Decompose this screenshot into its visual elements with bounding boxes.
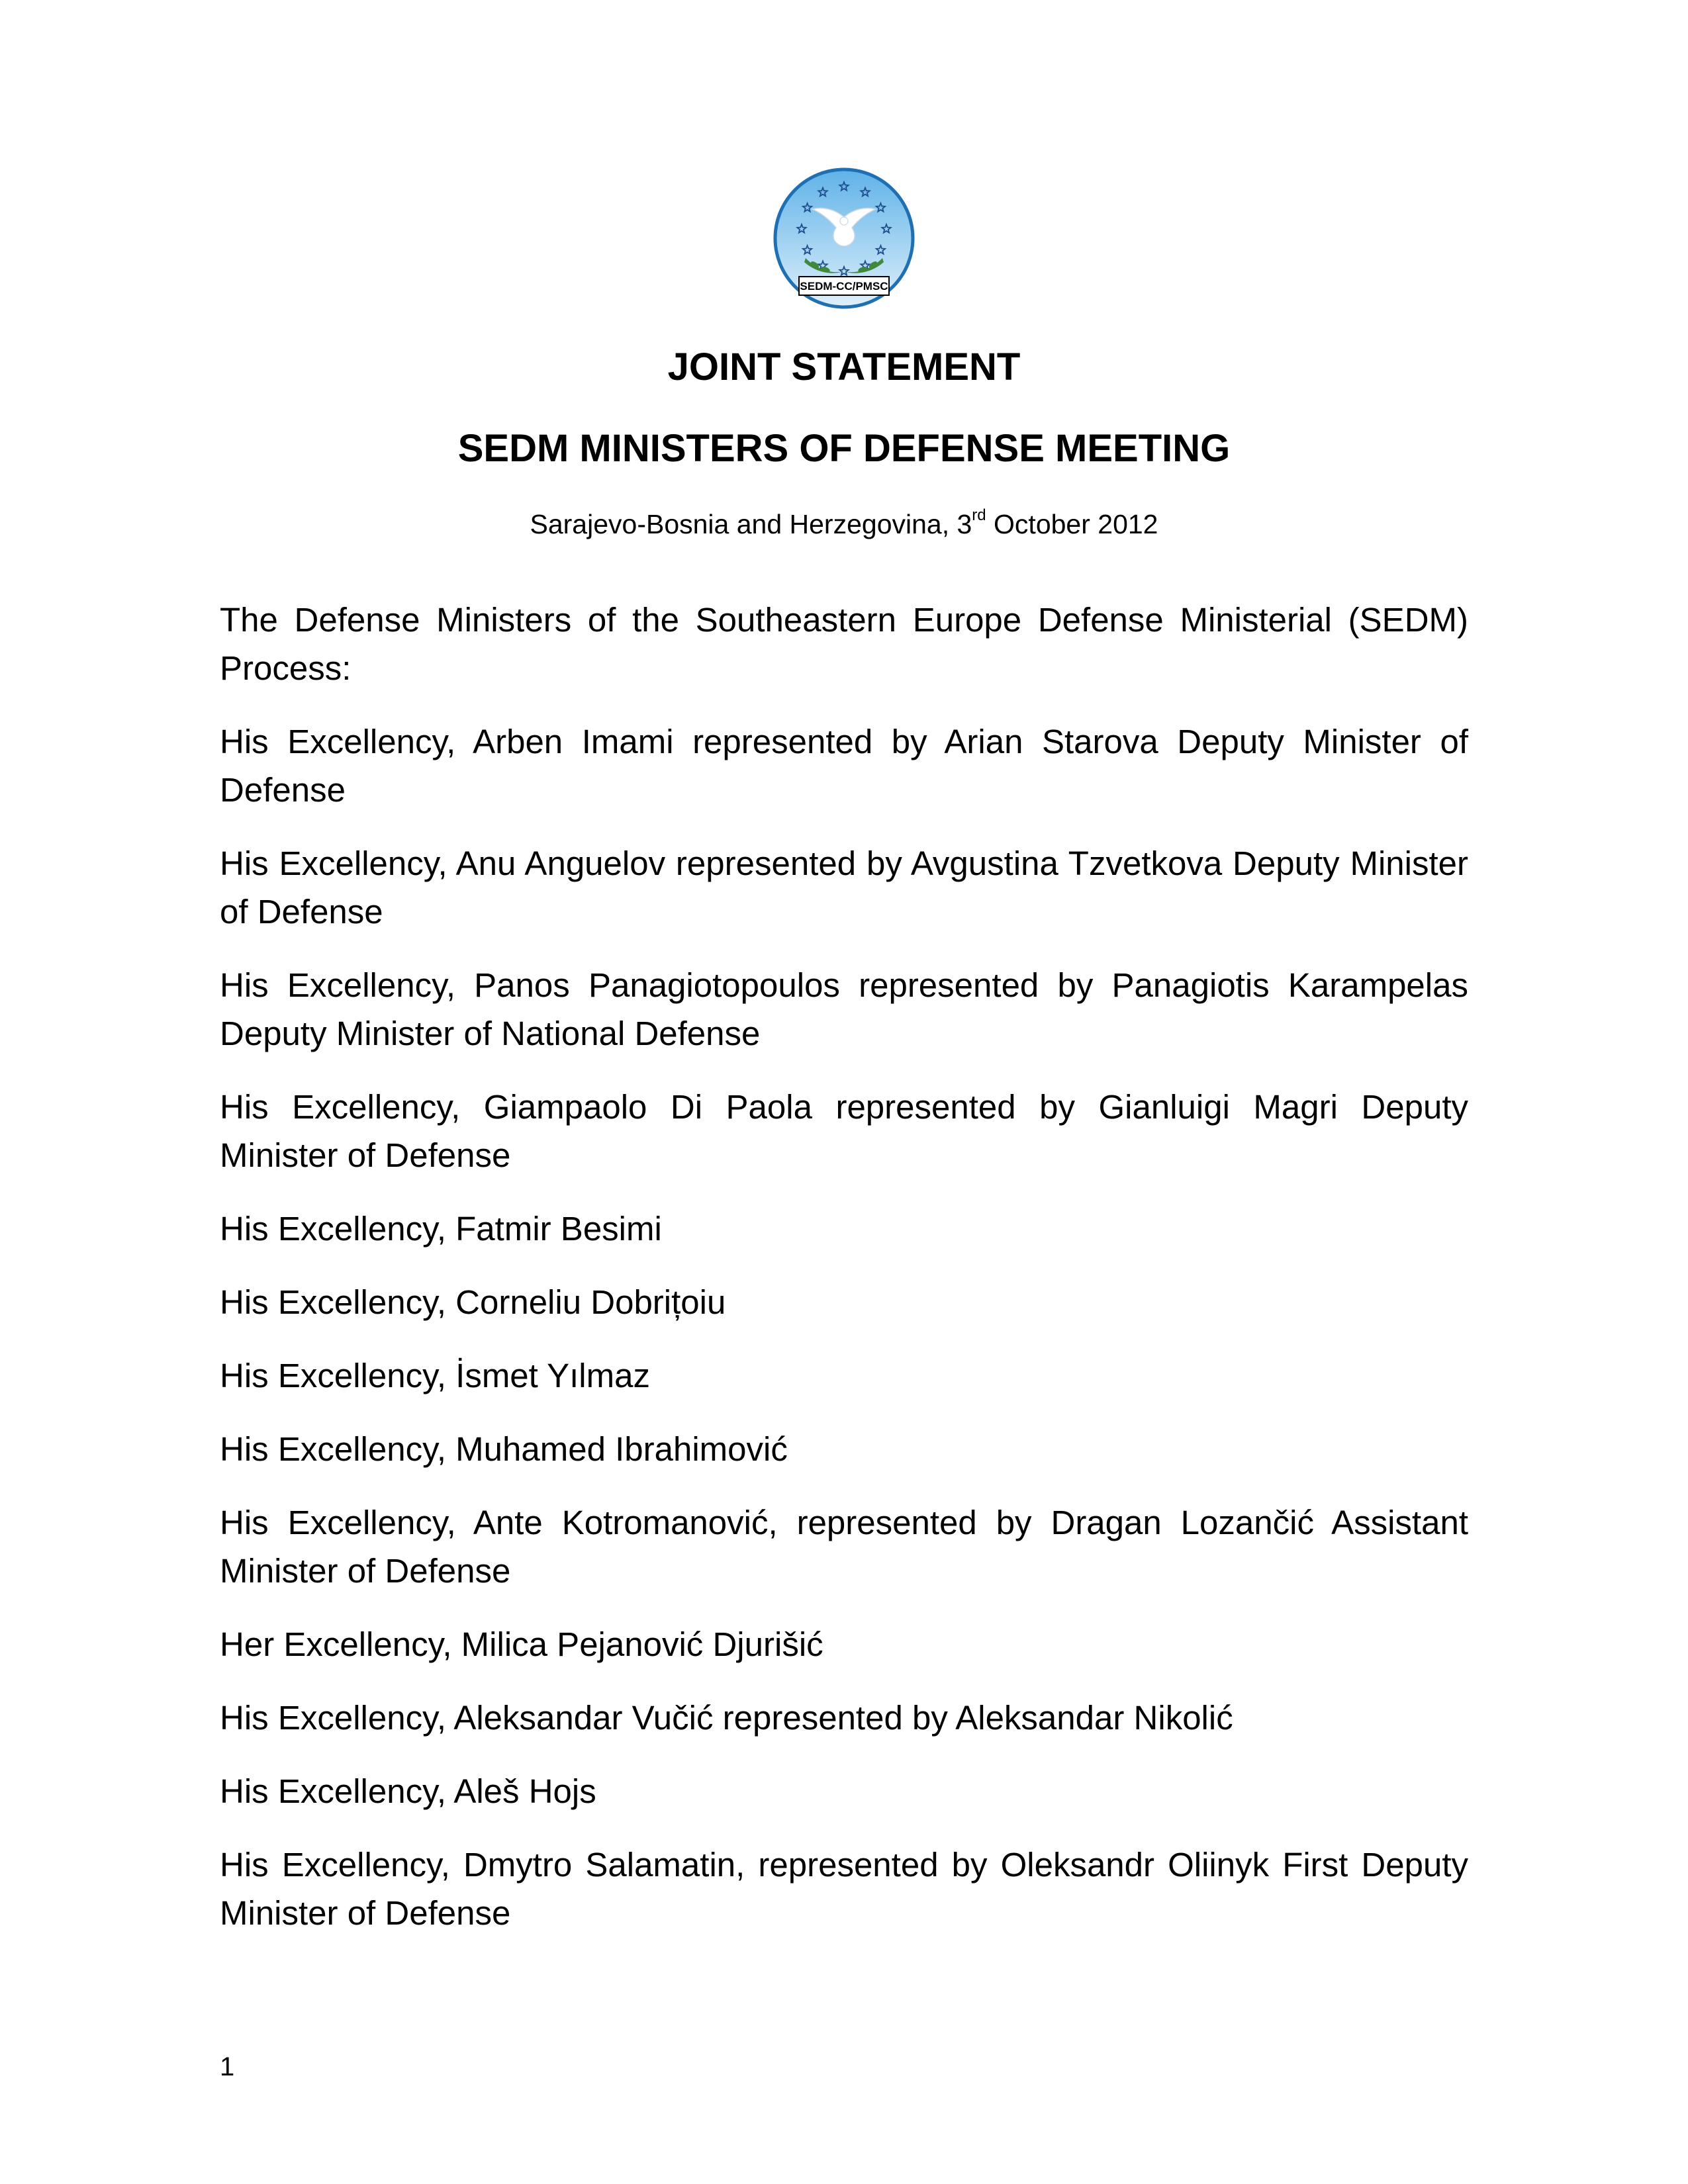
body-text bbox=[220, 596, 1468, 1962]
location-date-line bbox=[0, 506, 1688, 543]
logo-label: SEDM-CC/PMSC bbox=[800, 280, 888, 293]
location-suffix: October 2012 bbox=[986, 509, 1158, 539]
attendee-paragraph: His Excellency, Arben Imami represented by Arian Starova Deputy Minister of Defense bbox=[220, 723, 1468, 809]
attendee-paragraph: His Excellency, Anu Anguelov represented by Avgustina Tzvetkova Deputy Minister of Defense bbox=[220, 844, 1468, 931]
attendee-paragraph: Her Excellency, Milica Pejanović Djurišić bbox=[220, 1625, 823, 1663]
attendee-paragraph: His Excellency, Corneliu Dobrițoiu bbox=[220, 1283, 726, 1321]
attendee-paragraph: His Excellency, Muhamed Ibrahimović bbox=[220, 1430, 788, 1468]
attendee-paragraph: His Excellency, Aleš Hojs bbox=[220, 1772, 596, 1810]
location-prefix: Sarajevo-Bosnia and Herzegovina, 3 bbox=[530, 509, 972, 539]
page-number: 1 bbox=[220, 2052, 235, 2081]
attendee-paragraph: His Excellency, Ante Kotromanović, represented by Dragan Lozančić Assistant Minister of Defense bbox=[220, 1504, 1468, 1590]
ordinal-suffix: rd bbox=[972, 506, 986, 524]
attendee-paragraph: His Excellency, Dmytro Salamatin, represented by Oleksandr Oliinyk First Deputy Minister of Defense bbox=[220, 1846, 1468, 1932]
page-title: JOINT STATEMENT bbox=[667, 345, 1021, 388]
intro-paragraph: The Defense Ministers of the Southeastern Europe Defense Ministerial (SEDM) Process: bbox=[220, 601, 1468, 687]
attendee-paragraph: His Excellency, Panos Panagiotopoulos represented by Panagiotis Karampelas Deputy Minister of National Defense bbox=[220, 966, 1468, 1052]
attendee-paragraph: His Excellency, Aleksandar Vučić represented by Aleksandar Nikolić bbox=[220, 1699, 1233, 1737]
attendee-paragraph: His Excellency, İsmet Yılmaz bbox=[220, 1357, 650, 1394]
attendee-paragraph: His Excellency, Giampaolo Di Paola represented by Gianluigi Magri Deputy Minister of Defense bbox=[220, 1088, 1468, 1174]
sedm-logo bbox=[771, 165, 917, 311]
attendee-paragraph: His Excellency, Fatmir Besimi bbox=[220, 1210, 662, 1248]
page-subtitle: SEDM MINISTERS OF DEFENSE MEETING bbox=[457, 427, 1231, 470]
